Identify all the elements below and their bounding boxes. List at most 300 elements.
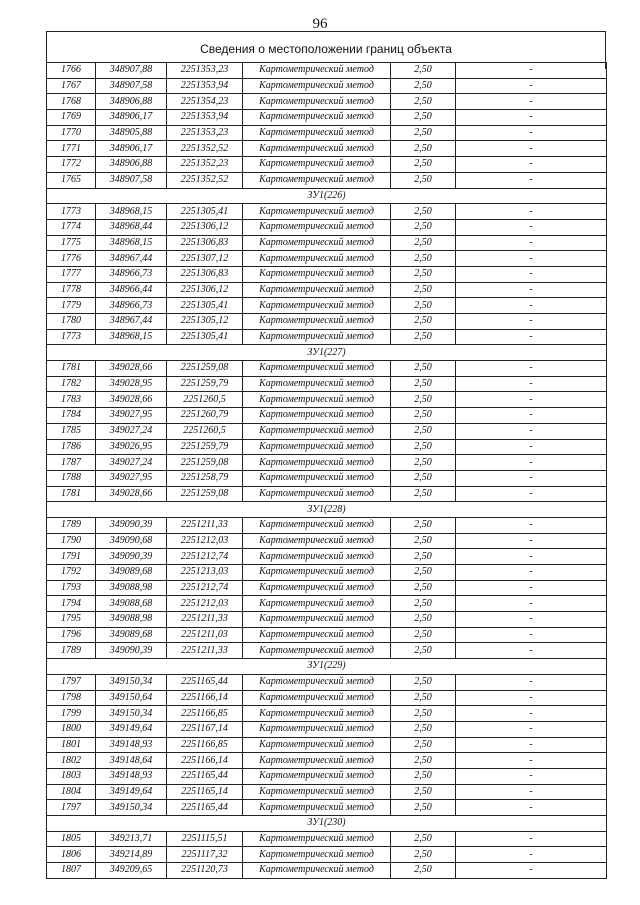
table-row [47, 721, 607, 737]
precision-cell: 2,50 [391, 847, 456, 863]
y-coordinate-cell: 2251353,23 [167, 63, 243, 79]
table-row [47, 110, 607, 126]
point-number-cell: 1792 [47, 565, 96, 581]
precision-cell: 2,50 [391, 674, 456, 690]
precision-cell: 2,50 [391, 63, 456, 79]
x-coordinate-cell: 349089,68 [96, 565, 167, 581]
description-cell: - [456, 298, 607, 314]
description-cell: - [456, 847, 607, 863]
y-coordinate-cell: 2251165,14 [167, 784, 243, 800]
y-coordinate-cell: 2251211,33 [167, 612, 243, 628]
x-coordinate-cell: 349027,24 [96, 455, 167, 471]
precision-cell: 2,50 [391, 392, 456, 408]
table-row [47, 266, 607, 282]
description-cell: - [456, 439, 607, 455]
y-coordinate-cell: 2251165,44 [167, 768, 243, 784]
x-coordinate-cell: 349028,66 [96, 392, 167, 408]
point-number-cell: 1778 [47, 282, 96, 298]
precision-cell: 2,50 [391, 439, 456, 455]
description-cell: - [456, 94, 607, 110]
x-coordinate-cell: 348966,73 [96, 266, 167, 282]
table-row [47, 172, 607, 188]
precision-cell: 2,50 [391, 565, 456, 581]
precision-cell: 2,50 [391, 408, 456, 424]
description-cell: - [456, 219, 607, 235]
point-number-cell: 1802 [47, 753, 96, 769]
y-coordinate-cell: 2251258,79 [167, 470, 243, 486]
table-row [47, 329, 607, 345]
table-row [47, 376, 607, 392]
point-number-cell: 1781 [47, 486, 96, 502]
table-row [47, 831, 607, 847]
point-number-cell: 1773 [47, 204, 96, 220]
precision-cell: 2,50 [391, 329, 456, 345]
table-row [47, 627, 607, 643]
point-number-cell: 1790 [47, 533, 96, 549]
precision-cell: 2,50 [391, 800, 456, 816]
x-coordinate-cell: 349090,39 [96, 517, 167, 533]
method-cell: Картометрический метод [243, 63, 391, 79]
method-cell: Картометрический метод [243, 627, 391, 643]
point-number-cell: 1773 [47, 329, 96, 345]
x-coordinate-cell: 348966,44 [96, 282, 167, 298]
precision-cell: 2,50 [391, 423, 456, 439]
method-cell: Картометрический метод [243, 690, 391, 706]
table-row [47, 439, 607, 455]
method-cell: Картометрический метод [243, 549, 391, 565]
precision-cell: 2,50 [391, 94, 456, 110]
precision-cell: 2,50 [391, 282, 456, 298]
method-cell: Картометрический метод [243, 408, 391, 424]
description-cell: - [456, 157, 607, 173]
description-cell: - [456, 768, 607, 784]
point-number-cell: 1794 [47, 596, 96, 612]
precision-cell: 2,50 [391, 204, 456, 220]
section-row [47, 188, 607, 204]
x-coordinate-cell: 349028,66 [96, 486, 167, 502]
description-cell: - [456, 392, 607, 408]
point-number-cell: 1784 [47, 408, 96, 424]
description-cell: - [456, 455, 607, 471]
y-coordinate-cell: 2251167,14 [167, 721, 243, 737]
description-cell: - [456, 643, 607, 659]
method-cell: Картометрический метод [243, 565, 391, 581]
x-coordinate-cell: 349089,68 [96, 627, 167, 643]
method-cell: Картометрический метод [243, 612, 391, 628]
y-coordinate-cell: 2251305,41 [167, 329, 243, 345]
table-row [47, 847, 607, 863]
precision-cell: 2,50 [391, 314, 456, 330]
table-row [47, 596, 607, 612]
method-cell: Картометрический метод [243, 721, 391, 737]
description-cell: - [456, 580, 607, 596]
table-row [47, 737, 607, 753]
precision-cell: 2,50 [391, 580, 456, 596]
x-coordinate-cell: 348907,88 [96, 63, 167, 79]
point-number-cell: 1779 [47, 298, 96, 314]
precision-cell: 2,50 [391, 78, 456, 94]
description-cell: - [456, 753, 607, 769]
description-cell: - [456, 721, 607, 737]
x-coordinate-cell: 349027,95 [96, 408, 167, 424]
table-row [47, 455, 607, 471]
method-cell: Картометрический метод [243, 329, 391, 345]
y-coordinate-cell: 2251165,44 [167, 800, 243, 816]
description-cell: - [456, 486, 607, 502]
x-coordinate-cell: 349026,95 [96, 439, 167, 455]
table-row [47, 125, 607, 141]
method-cell: Картометрический метод [243, 423, 391, 439]
precision-cell: 2,50 [391, 251, 456, 267]
precision-cell: 2,50 [391, 110, 456, 126]
method-cell: Картометрический метод [243, 847, 391, 863]
y-coordinate-cell: 2251306,12 [167, 282, 243, 298]
method-cell: Картометрический метод [243, 706, 391, 722]
precision-cell: 2,50 [391, 517, 456, 533]
point-number-cell: 1805 [47, 831, 96, 847]
description-cell: - [456, 235, 607, 251]
point-number-cell: 1768 [47, 94, 96, 110]
y-coordinate-cell: 2251259,08 [167, 486, 243, 502]
table-row [47, 141, 607, 157]
precision-cell: 2,50 [391, 141, 456, 157]
x-coordinate-cell: 349148,93 [96, 737, 167, 753]
precision-cell: 2,50 [391, 753, 456, 769]
point-number-cell: 1766 [47, 63, 96, 79]
x-coordinate-cell: 349028,66 [96, 361, 167, 377]
method-cell: Картометрический метод [243, 517, 391, 533]
precision-cell: 2,50 [391, 361, 456, 377]
table-row [47, 533, 607, 549]
point-number-cell: 1770 [47, 125, 96, 141]
x-coordinate-cell: 349209,65 [96, 863, 167, 879]
y-coordinate-cell: 2251165,44 [167, 674, 243, 690]
y-coordinate-cell: 2251259,79 [167, 439, 243, 455]
method-cell: Картометрический метод [243, 533, 391, 549]
method-cell: Картометрический метод [243, 298, 391, 314]
point-number-cell: 1797 [47, 800, 96, 816]
table-row [47, 282, 607, 298]
table-row [47, 78, 607, 94]
point-number-cell: 1785 [47, 423, 96, 439]
method-cell: Картометрический метод [243, 78, 391, 94]
description-cell: - [456, 266, 607, 282]
table-row [47, 204, 607, 220]
section-label: ЗУ1(229) [47, 659, 607, 675]
point-number-cell: 1796 [47, 627, 96, 643]
method-cell: Картометрический метод [243, 580, 391, 596]
table-row [47, 94, 607, 110]
point-number-cell: 1765 [47, 172, 96, 188]
y-coordinate-cell: 2251259,08 [167, 455, 243, 471]
y-coordinate-cell: 2251306,12 [167, 219, 243, 235]
precision-cell: 2,50 [391, 768, 456, 784]
x-coordinate-cell: 348967,44 [96, 251, 167, 267]
y-coordinate-cell: 2251307,12 [167, 251, 243, 267]
table-row [47, 800, 607, 816]
description-cell: - [456, 596, 607, 612]
x-coordinate-cell: 349088,98 [96, 580, 167, 596]
method-cell: Картометрический метод [243, 800, 391, 816]
point-number-cell: 1789 [47, 643, 96, 659]
y-coordinate-cell: 2251352,52 [167, 172, 243, 188]
description-cell: - [456, 706, 607, 722]
table-row [47, 251, 607, 267]
point-number-cell: 1806 [47, 847, 96, 863]
section-row [47, 816, 607, 832]
y-coordinate-cell: 2251352,23 [167, 157, 243, 173]
description-cell: - [456, 204, 607, 220]
method-cell: Картометрический метод [243, 110, 391, 126]
y-coordinate-cell: 2251211,33 [167, 643, 243, 659]
method-cell: Картометрический метод [243, 314, 391, 330]
precision-cell: 2,50 [391, 831, 456, 847]
method-cell: Картометрический метод [243, 486, 391, 502]
y-coordinate-cell: 2251259,08 [167, 361, 243, 377]
y-coordinate-cell: 2251212,74 [167, 580, 243, 596]
x-coordinate-cell: 349090,39 [96, 643, 167, 659]
x-coordinate-cell: 348907,58 [96, 78, 167, 94]
point-number-cell: 1803 [47, 768, 96, 784]
precision-cell: 2,50 [391, 235, 456, 251]
method-cell: Картометрический метод [243, 282, 391, 298]
method-cell: Картометрический метод [243, 392, 391, 408]
description-cell: - [456, 831, 607, 847]
description-cell: - [456, 423, 607, 439]
precision-cell: 2,50 [391, 298, 456, 314]
y-coordinate-cell: 2251306,83 [167, 235, 243, 251]
table-row [47, 486, 607, 502]
description-cell: - [456, 627, 607, 643]
description-cell: - [456, 329, 607, 345]
page-number: 96 [312, 16, 328, 32]
point-number-cell: 1780 [47, 314, 96, 330]
section-row [47, 502, 607, 518]
table-row [47, 706, 607, 722]
description-cell: - [456, 282, 607, 298]
x-coordinate-cell: 349213,71 [96, 831, 167, 847]
description-cell: - [456, 78, 607, 94]
method-cell: Картометрический метод [243, 674, 391, 690]
table-row [47, 63, 607, 79]
point-number-cell: 1804 [47, 784, 96, 800]
y-coordinate-cell: 2251260,79 [167, 408, 243, 424]
y-coordinate-cell: 2251354,23 [167, 94, 243, 110]
method-cell: Картометрический метод [243, 737, 391, 753]
section-label: ЗУ1(228) [47, 502, 607, 518]
x-coordinate-cell: 348906,17 [96, 141, 167, 157]
y-coordinate-cell: 2251305,41 [167, 204, 243, 220]
point-number-cell: 1771 [47, 141, 96, 157]
description-cell: - [456, 690, 607, 706]
description-cell: - [456, 549, 607, 565]
y-coordinate-cell: 2251120,73 [167, 863, 243, 879]
y-coordinate-cell: 2251211,03 [167, 627, 243, 643]
y-coordinate-cell: 2251166,85 [167, 706, 243, 722]
precision-cell: 2,50 [391, 784, 456, 800]
y-coordinate-cell: 2251212,03 [167, 596, 243, 612]
method-cell: Картометрический метод [243, 596, 391, 612]
x-coordinate-cell: 349027,95 [96, 470, 167, 486]
description-cell: - [456, 361, 607, 377]
y-coordinate-cell: 2251115,51 [167, 831, 243, 847]
method-cell: Картометрический метод [243, 172, 391, 188]
point-number-cell: 1767 [47, 78, 96, 94]
description-cell: - [456, 314, 607, 330]
x-coordinate-cell: 349090,68 [96, 533, 167, 549]
precision-cell: 2,50 [391, 549, 456, 565]
point-number-cell: 1786 [47, 439, 96, 455]
table-row [47, 517, 607, 533]
method-cell: Картометрический метод [243, 768, 391, 784]
point-number-cell: 1789 [47, 517, 96, 533]
method-cell: Картометрический метод [243, 863, 391, 879]
point-number-cell: 1781 [47, 361, 96, 377]
x-coordinate-cell: 348966,73 [96, 298, 167, 314]
x-coordinate-cell: 348906,17 [96, 110, 167, 126]
description-cell: - [456, 63, 607, 79]
table-row [47, 565, 607, 581]
x-coordinate-cell: 348906,88 [96, 157, 167, 173]
description-cell: - [456, 125, 607, 141]
precision-cell: 2,50 [391, 643, 456, 659]
method-cell: Картометрический метод [243, 251, 391, 267]
table-row [47, 361, 607, 377]
method-cell: Картометрический метод [243, 376, 391, 392]
precision-cell: 2,50 [391, 690, 456, 706]
precision-cell: 2,50 [391, 125, 456, 141]
method-cell: Картометрический метод [243, 219, 391, 235]
point-number-cell: 1769 [47, 110, 96, 126]
precision-cell: 2,50 [391, 486, 456, 502]
description-cell: - [456, 565, 607, 581]
point-number-cell: 1787 [47, 455, 96, 471]
table-row [47, 690, 607, 706]
point-number-cell: 1772 [47, 157, 96, 173]
point-number-cell: 1793 [47, 580, 96, 596]
x-coordinate-cell: 349149,64 [96, 721, 167, 737]
precision-cell: 2,50 [391, 706, 456, 722]
x-coordinate-cell: 349090,39 [96, 549, 167, 565]
y-coordinate-cell: 2251259,79 [167, 376, 243, 392]
x-coordinate-cell: 349150,34 [96, 674, 167, 690]
description-cell: - [456, 517, 607, 533]
table-row [47, 549, 607, 565]
x-coordinate-cell: 348968,44 [96, 219, 167, 235]
table-row [47, 298, 607, 314]
table-row [47, 753, 607, 769]
method-cell: Картометрический метод [243, 141, 391, 157]
method-cell: Картометрический метод [243, 361, 391, 377]
point-number-cell: 1797 [47, 674, 96, 690]
x-coordinate-cell: 349150,34 [96, 706, 167, 722]
section-row [47, 659, 607, 675]
point-number-cell: 1777 [47, 266, 96, 282]
description-cell: - [456, 110, 607, 126]
x-coordinate-cell: 348906,88 [96, 94, 167, 110]
description-cell: - [456, 533, 607, 549]
precision-cell: 2,50 [391, 266, 456, 282]
method-cell: Картометрический метод [243, 439, 391, 455]
precision-cell: 2,50 [391, 612, 456, 628]
method-cell: Картометрический метод [243, 455, 391, 471]
precision-cell: 2,50 [391, 172, 456, 188]
x-coordinate-cell: 349150,34 [96, 800, 167, 816]
y-coordinate-cell: 2251353,94 [167, 78, 243, 94]
point-number-cell: 1798 [47, 690, 96, 706]
y-coordinate-cell: 2251260,5 [167, 392, 243, 408]
x-coordinate-cell: 348905,88 [96, 125, 167, 141]
description-cell: - [456, 172, 607, 188]
precision-cell: 2,50 [391, 721, 456, 737]
point-number-cell: 1774 [47, 219, 96, 235]
y-coordinate-cell: 2251305,12 [167, 314, 243, 330]
section-label: ЗУ1(227) [47, 345, 607, 361]
table-row [47, 314, 607, 330]
description-cell: - [456, 376, 607, 392]
y-coordinate-cell: 2251306,83 [167, 266, 243, 282]
y-coordinate-cell: 2251166,14 [167, 690, 243, 706]
method-cell: Картометрический метод [243, 470, 391, 486]
x-coordinate-cell: 348967,44 [96, 314, 167, 330]
point-number-cell: 1800 [47, 721, 96, 737]
precision-cell: 2,50 [391, 533, 456, 549]
table-row [47, 784, 607, 800]
section-row [47, 345, 607, 361]
precision-cell: 2,50 [391, 627, 456, 643]
x-coordinate-cell: 349088,98 [96, 612, 167, 628]
precision-cell: 2,50 [391, 157, 456, 173]
table-row [47, 235, 607, 251]
boundary-table [46, 62, 607, 879]
precision-cell: 2,50 [391, 863, 456, 879]
x-coordinate-cell: 348968,15 [96, 329, 167, 345]
point-number-cell: 1783 [47, 392, 96, 408]
y-coordinate-cell: 2251260,5 [167, 423, 243, 439]
point-number-cell: 1795 [47, 612, 96, 628]
description-cell: - [456, 737, 607, 753]
y-coordinate-cell: 2251211,33 [167, 517, 243, 533]
table-row [47, 612, 607, 628]
table-row [47, 219, 607, 235]
y-coordinate-cell: 2251212,03 [167, 533, 243, 549]
table-row [47, 674, 607, 690]
x-coordinate-cell: 349150,64 [96, 690, 167, 706]
section-label: ЗУ1(230) [47, 816, 607, 832]
description-cell: - [456, 612, 607, 628]
table-row [47, 157, 607, 173]
method-cell: Картометрический метод [243, 235, 391, 251]
y-coordinate-cell: 2251166,14 [167, 753, 243, 769]
table-row [47, 768, 607, 784]
description-cell: - [456, 674, 607, 690]
description-cell: - [456, 863, 607, 879]
y-coordinate-cell: 2251213,03 [167, 565, 243, 581]
table-row [47, 423, 607, 439]
point-number-cell: 1776 [47, 251, 96, 267]
table-row [47, 863, 607, 879]
table-row [47, 392, 607, 408]
precision-cell: 2,50 [391, 455, 456, 471]
page-title: Сведения о местоположении границ объекта [200, 42, 452, 56]
point-number-cell: 1807 [47, 863, 96, 879]
x-coordinate-cell: 348907,58 [96, 172, 167, 188]
x-coordinate-cell: 348968,15 [96, 235, 167, 251]
x-coordinate-cell: 348968,15 [96, 204, 167, 220]
precision-cell: 2,50 [391, 596, 456, 612]
description-cell: - [456, 141, 607, 157]
x-coordinate-cell: 349149,64 [96, 784, 167, 800]
